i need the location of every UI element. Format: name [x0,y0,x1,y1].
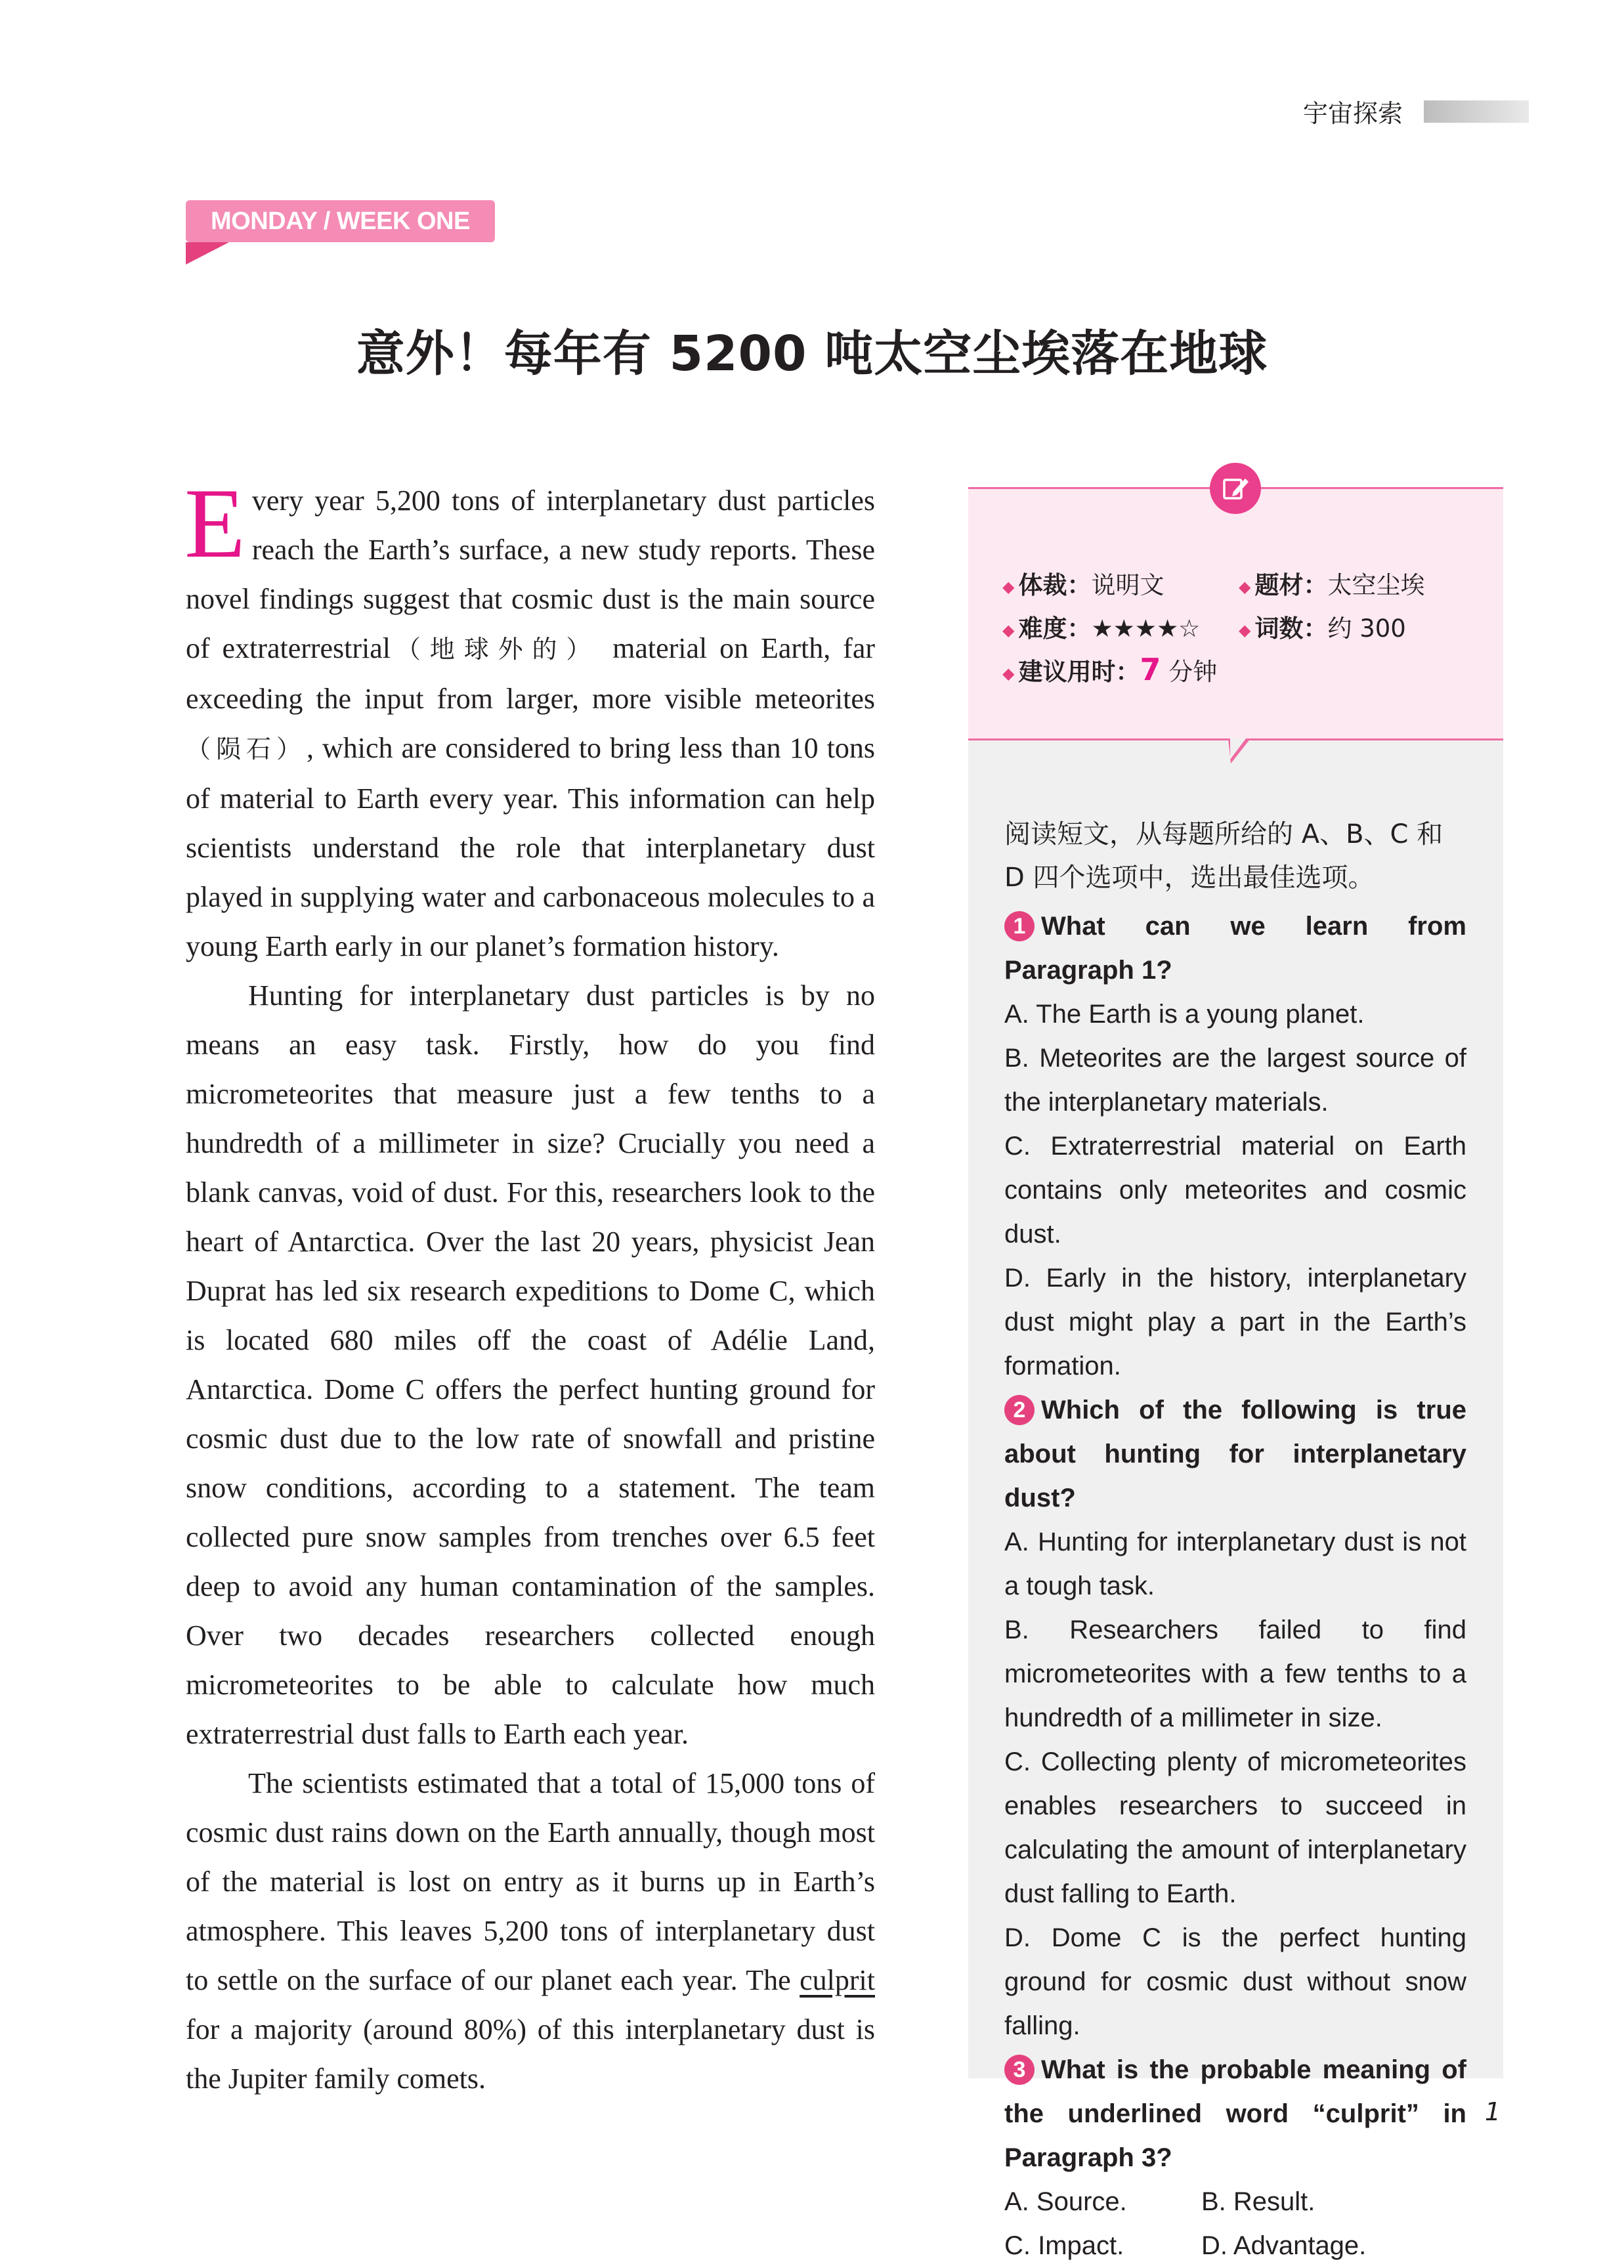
info-difficulty: ◆ 难度：★★★★☆ [1002,614,1201,643]
option-a: A. The Earth is a young planet. [1004,1000,1365,1029]
week-tag-label: MONDAY / WEEK ONE [186,200,495,242]
article-body [184,468,875,2103]
edit-icon [1210,463,1261,514]
section-bar [1424,100,1529,123]
option-c: C. Impact. [1004,2231,1124,2260]
info-box [968,487,1503,740]
option-b: B. Researchers failed to find micrometeorites with a few tenths to a hundredth of a millimeter in size. [1004,1615,1466,1732]
info-word-count: ◆ 词数：约 300 [1239,614,1406,643]
info-grid [1002,561,1475,691]
section-name: 宇宙探索 [1302,99,1403,128]
paragraph-1 [184,468,875,971]
p3-text-a: The scientists estimated that a total of 15,000 tons of cosmic dust rains down on the Earth annually, though most of the material is lost on entry as it burns up in Earth’s atmosphere. This leaves 5,200 tons of interplanetary dust to settle on the surface of our planet each year. The [186,1767,875,1996]
option-c: C. Collecting plenty of micrometeorites enables researchers to succeed in calculating the amount of interplanetary dust falling to Earth. [1004,1747,1466,1908]
section-header [1303,93,1529,129]
option-a: A. Hunting for interplanetary dust is not a tough task. [1004,1528,1466,1600]
question-number: 1 [1004,911,1035,941]
question-text: What can we learn from Paragraph 1? [1004,912,1466,985]
paragraph-3 [186,1759,875,2103]
week-tag [186,200,495,242]
quiz-box [968,740,1503,2260]
option-d: D. Dome C is the perfect hunting ground for cosmic dust without snow falling. [1004,1923,1466,2040]
option-c: C. Extraterrestrial material on Earth contains only meteorites and cosmic dust. [1004,1132,1466,1249]
question-text: What is the probable meaning of the underlined word “culprit” in Paragraph 3? [1004,2055,1466,2172]
option-d: D. Advantage. [1201,2231,1367,2260]
info-row [1002,561,1475,605]
info-row [1002,605,1475,648]
question-number: 3 [1004,2055,1035,2085]
question-1 [1004,905,1466,1388]
info-row [1002,648,1475,691]
info-topic: ◆ 题材：太空尘埃 [1239,571,1425,599]
option-d: D. Early in the history, interplanetary dust might play a part in the Earth’s formation. [1004,1264,1466,1380]
page-number: 1 [1484,2097,1501,2126]
option-a: A. Source. [1004,2187,1127,2216]
question-2 [1004,1388,1466,2048]
article-title: 意外！每年有 5200 吨太空尘埃落在地球 [356,326,1268,382]
difficulty-stars: ★★★★☆ [1091,614,1201,643]
quiz-instruction: 阅读短文，从每题所给的 A、B、C 和 D 四个选项中，选出最佳选项。 [1004,819,1443,893]
info-time: ◆ 建议用时：7 分钟 [1002,652,1218,687]
question-text: Which of the following is true about hunting for interplanetary dust? [1004,1396,1466,1512]
underlined-word: culprit [800,1964,875,1996]
gloss-extraterrestrial: （地球外的） [391,635,601,664]
option-b: B. Result. [1201,2187,1315,2216]
p1-text-a: very year 5,200 tons of interplanetary dust particles reach the Earth’s surface, a new study reports. These novel findings suggest that cosmic dust is the main source of extraterrestrial [186,484,875,664]
question-3 [1004,2048,1466,2268]
question-number: 2 [1004,1395,1035,1425]
week-tag-tail [186,242,229,265]
sidebar [968,487,1503,2260]
drop-cap: E [184,468,246,578]
option-b: B. Meteorites are the largest source of the interplanetary materials. [1004,1044,1466,1117]
gloss-meteorites: （陨石） [186,735,307,763]
p1-text-b: material on Earth, far exceeding the input from larger, more visible meteorites [186,632,875,715]
p3-text-b: for a majority (around 80%) of this interplanetary dust is the Jupiter family comets. [186,2013,875,2095]
paragraph-2: Hunting for interplanetary dust particles is by no means an easy task. Firstly, how do you find micrometeorites that measure just a few tenths to a hundredth of a millimeter in size? Crucially you need a blank canvas, void of dust. For this, researchers look to the heart of Antarctica. Over the last 20 years, physicist Jean Duprat has led six research expeditions to Dome C, which is located 680 miles off the coast of Adélie Land, Antarctica. Dome C offers the perfect hunting ground for cosmic dust due to the low rate of snowfall and pristine snow conditions, according to a statement. The team collected pure snow samples from trenches over 6.5 feet deep to avoid any human contamination of the samples. Over two decades researchers collected enough micrometeorites to be able to calculate how much extraterrestrial dust falls to Earth each year. [186,979,875,1750]
info-genre: ◆ 体裁：说明文 [1002,571,1165,599]
p1-text-c: , which are considered to bring less than 10 tons of material to Earth every year. This information can help scientists understand the role that interplanetary dust played in supplying water and carbonaceous molecules to a young Earth early in our planet’s formation history. [186,732,875,962]
